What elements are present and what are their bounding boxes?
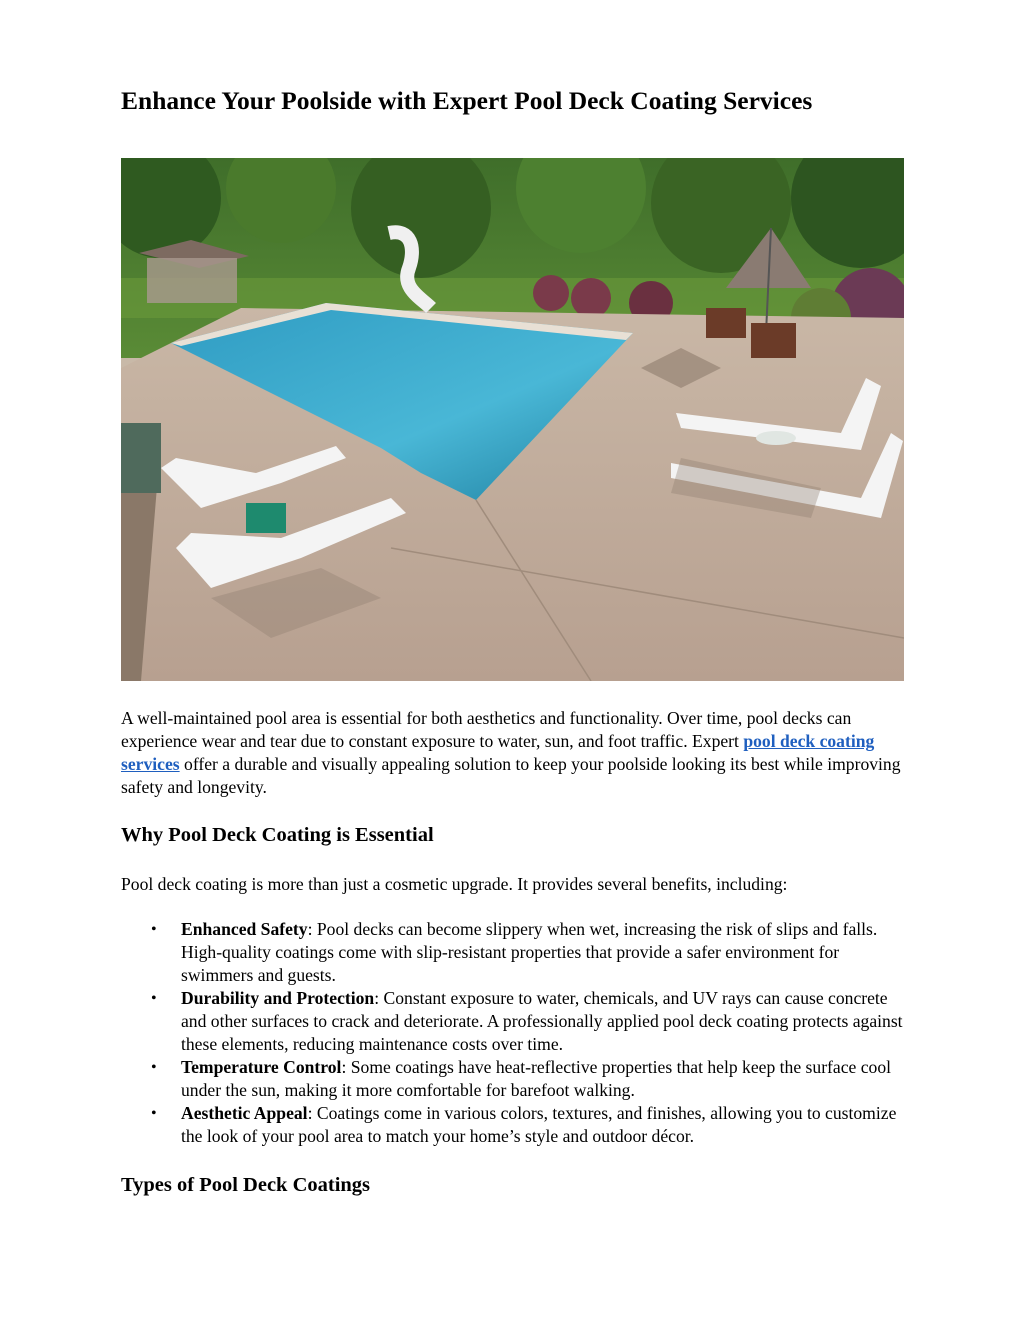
- intro-text-after-link: offer a durable and visually appealing solution to keep your poolside looking its best while improving safety and longevity.: [121, 754, 901, 797]
- list-item: [121, 987, 911, 1056]
- bullet-icon: •: [151, 921, 157, 938]
- page-title: Enhance Your Poolside with Expert Pool Deck Coating Services: [121, 86, 813, 115]
- section-heading-why-essential: Why Pool Deck Coating is Essential: [121, 824, 434, 846]
- list-item-term: Durability and Protection: [181, 988, 375, 1008]
- list-item-text: : Some coatings have heat-reflective properties that help keep the surface cool under the sun, making it more comfortable for barefoot walking.: [181, 1057, 892, 1100]
- list-item-text: : Pool decks can become slippery when wet, increasing the risk of slips and falls. High-quality coatings come with slip-resistant properties that provide a safer environment for swimmers and guests.: [181, 919, 878, 985]
- intro-text-before-link: A well-maintained pool area is essential for both aesthetics and functionality. Over time, pool decks can experience wear and tear due to constant exposure to water, sun, and foot traffic. Expert: [121, 708, 852, 751]
- pool-deck-photo: [121, 158, 904, 681]
- list-item: [121, 1056, 911, 1102]
- list-item-text: : Constant exposure to water, chemicals, and UV rays can cause concrete and other surfaces to crack and deteriorate. A professionally applied pool deck coating protects against these elements, reducing maintenance costs over time.: [181, 988, 903, 1054]
- bullet-icon: •: [151, 1105, 157, 1122]
- benefits-list: [121, 918, 911, 1148]
- bullet-icon: •: [151, 990, 157, 1007]
- list-item: [121, 1102, 911, 1148]
- list-item-text: : Coatings come in various colors, textures, and finishes, allowing you to customize the look of your pool area to match your home’s style and outdoor décor.: [181, 1103, 897, 1146]
- pool-deck-coating-services-link[interactable]: pool deck coating services: [121, 731, 875, 774]
- benefits-lead-paragraph: Pool deck coating is more than just a cosmetic upgrade. It provides several benefits, including:: [121, 874, 788, 894]
- list-item-term: Temperature Control: [181, 1057, 342, 1077]
- list-item: [121, 918, 911, 987]
- bullet-icon: •: [151, 1059, 157, 1076]
- section-heading-types: Types of Pool Deck Coatings: [121, 1174, 371, 1196]
- intro-paragraph: [121, 707, 911, 799]
- list-item-term: Aesthetic Appeal: [181, 1103, 308, 1123]
- list-item-term: Enhanced Safety: [181, 919, 308, 939]
